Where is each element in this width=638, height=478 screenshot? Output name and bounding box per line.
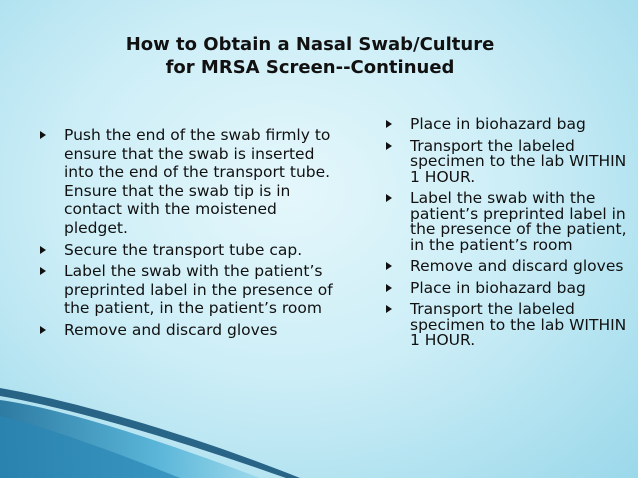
list-item <box>36 321 336 340</box>
list-item-text: Transport the labeled specimen to the lab WITHIN 1 HOUR. <box>410 136 627 186</box>
right-bullet-list <box>382 117 638 355</box>
list-item <box>382 136 638 186</box>
list-item <box>382 259 638 275</box>
slide-title-line-2: for MRSA Screen--Continued <box>165 57 455 78</box>
list-item <box>36 126 336 238</box>
triangle-right-bullet-icon <box>38 325 48 335</box>
list-item-text: Place in biohazard bag <box>410 115 586 133</box>
triangle-right-bullet-icon <box>384 193 394 203</box>
triangle-right-bullet-icon <box>384 283 394 293</box>
list-item <box>36 241 336 260</box>
triangle-right-bullet-icon <box>38 130 48 140</box>
triangle-right-bullet-icon <box>384 304 394 314</box>
decorative-swoosh <box>0 388 638 478</box>
slide-title-line-1: How to Obtain a Nasal Swab/Culture <box>125 34 495 55</box>
triangle-right-bullet-icon <box>384 119 394 129</box>
list-item <box>382 191 638 253</box>
list-item-text: Push the end of the swab firmly to ensure that the swab is inserted into the end of the transport tube. Ensure that the swab tip is in contact with the moistened pledget. <box>64 126 331 237</box>
list-item <box>36 262 336 318</box>
triangle-right-bullet-icon <box>38 245 48 255</box>
list-item-text: Label the swab with the patient’s preprinted label in the presence of the patient, in the patient’s room <box>410 189 627 254</box>
triangle-right-bullet-icon <box>38 266 48 276</box>
list-item-text: Place in biohazard bag <box>410 278 586 297</box>
list-item-text: Remove and discard gloves <box>64 320 278 339</box>
left-bullet-list <box>36 126 336 343</box>
list-item <box>382 117 638 133</box>
slide-title <box>100 33 520 79</box>
list-item-text: Transport the labeled specimen to the lab WITHIN 1 HOUR. <box>410 300 627 349</box>
triangle-right-bullet-icon <box>384 261 394 271</box>
list-item-text: Secure the transport tube cap. <box>64 240 303 259</box>
list-item-text: Label the swab with the patient’s preprinted label in the presence of the patient, in the patient’s room <box>64 262 333 318</box>
list-item-text: Remove and discard gloves <box>410 257 624 275</box>
list-item <box>382 302 638 349</box>
list-item <box>382 278 638 297</box>
triangle-right-bullet-icon <box>384 141 394 151</box>
